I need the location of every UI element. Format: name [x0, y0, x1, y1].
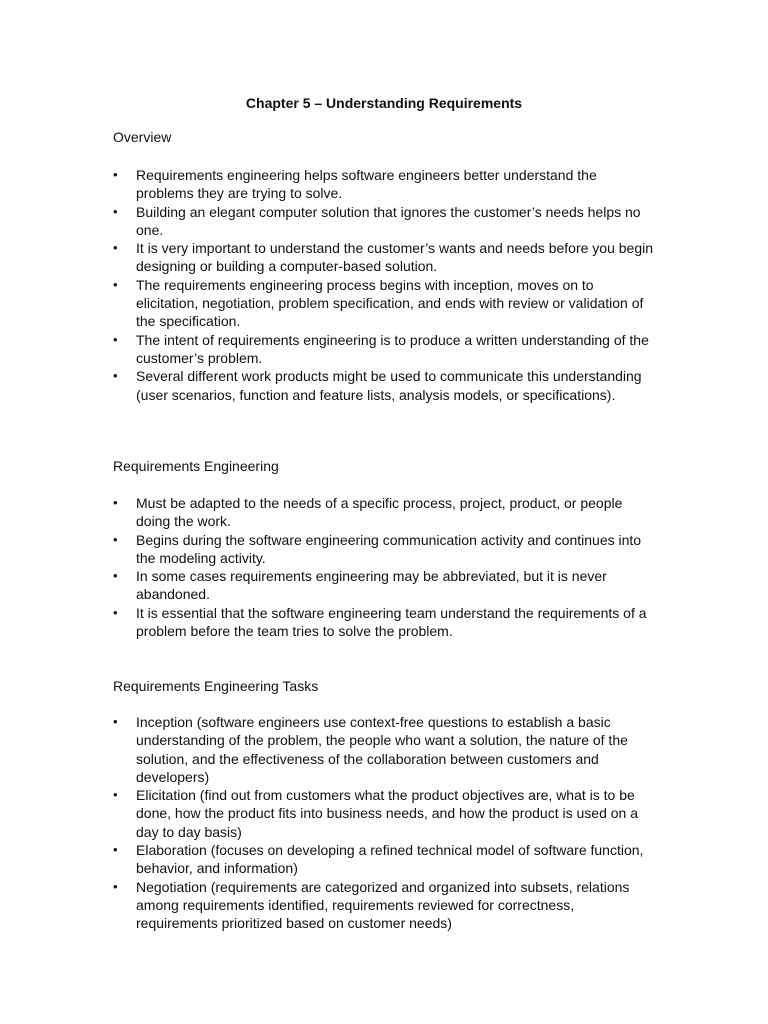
- list-item: [113, 567, 658, 604]
- list-item: [113, 367, 658, 404]
- section-heading-requirements-engineering-tasks: Requirements Engineering Tasks: [113, 678, 319, 694]
- bullet-icon: •: [113, 167, 118, 182]
- list-item: [113, 331, 658, 368]
- list-item-text: Negotiation (requirements are categorized and organized into subsets, relations among requirements identified, requirements reviewed for correctness, requirements prioritized based on customer needs): [136, 878, 630, 932]
- bullet-icon: •: [113, 604, 118, 620]
- list-item: [113, 166, 658, 203]
- bullet-list-requirements-engineering-tasks: [113, 713, 658, 933]
- list-item-text: The intent of requirements engineering is to produce a written understanding of the customer’s problem.: [136, 331, 649, 366]
- bullet-list-overview: [113, 166, 658, 404]
- list-item: [113, 713, 658, 786]
- list-item-text: Elaboration (focuses on developing a refined technical model of software function, behavior, and information): [136, 842, 644, 877]
- bullet-icon: •: [113, 531, 118, 547]
- bullet-icon: •: [113, 878, 118, 894]
- list-item-text: Inception (software engineers use context-free questions to establish a basic understanding of the problem, the people who want a solution, the nature of the solution, and the effectiveness of the collaboration between customers and developers): [136, 714, 628, 785]
- list-item: [113, 604, 658, 641]
- list-item-text: Several different work products might be used to communicate this understanding (user scenarios, function and feature lists, analysis models, or specifications).: [136, 368, 642, 403]
- list-item-text: Must be adapted to the needs of a specific process, project, product, or people doing the work.: [136, 495, 623, 530]
- list-item-text: It is very important to understand the customer’s wants and needs before you begin designing or building a computer-based solution.: [136, 240, 654, 275]
- bullet-icon: •: [113, 568, 118, 584]
- bullet-icon: •: [113, 714, 118, 729]
- list-item: [113, 276, 658, 331]
- list-item: [113, 878, 658, 933]
- bullet-icon: •: [113, 203, 118, 219]
- list-item-text: Elicitation (find out from customers what the product objectives are, what is to be done, how the product fits into business needs, and how the product is used on a day to day basis): [136, 787, 638, 840]
- list-item: [113, 239, 658, 276]
- document-title: Chapter 5 – Understanding Requirements: [245, 95, 523, 111]
- list-item: [113, 841, 658, 878]
- bullet-icon: •: [113, 495, 118, 510]
- section-heading-overview: Overview: [113, 129, 172, 145]
- bullet-icon: •: [113, 276, 118, 292]
- list-item-text: The requirements engineering process begins with inception, moves on to elicitation, negotiation, problem specification, and ends with review or validation of the specification.: [136, 276, 644, 330]
- list-item: [113, 203, 658, 240]
- list-item: [113, 494, 658, 531]
- list-item-text: In some cases requirements engineering may be abbreviated, but it is never abandoned.: [136, 568, 607, 603]
- list-item-text: Building an elegant computer solution that ignores the customer’s needs helps no one.: [136, 203, 641, 238]
- bullet-icon: •: [113, 368, 118, 384]
- bullet-icon: •: [113, 787, 118, 803]
- list-item: [113, 786, 658, 841]
- section-heading-requirements-engineering: Requirements Engineering: [113, 458, 279, 474]
- bullet-icon: •: [113, 240, 118, 256]
- list-item: [113, 531, 658, 568]
- bullet-icon: •: [113, 331, 118, 347]
- bullet-list-requirements-engineering: [113, 494, 658, 640]
- list-item-text: Begins during the software engineering communication activity and continues into the modeling activity.: [136, 531, 642, 566]
- bullet-icon: •: [113, 842, 118, 858]
- list-item-text: Requirements engineering helps software engineers better understand the problems they are trying to solve.: [136, 167, 597, 202]
- list-item-text: It is essential that the software engineering team understand the requirements of a problem before the team tries to solve the problem.: [136, 604, 647, 640]
